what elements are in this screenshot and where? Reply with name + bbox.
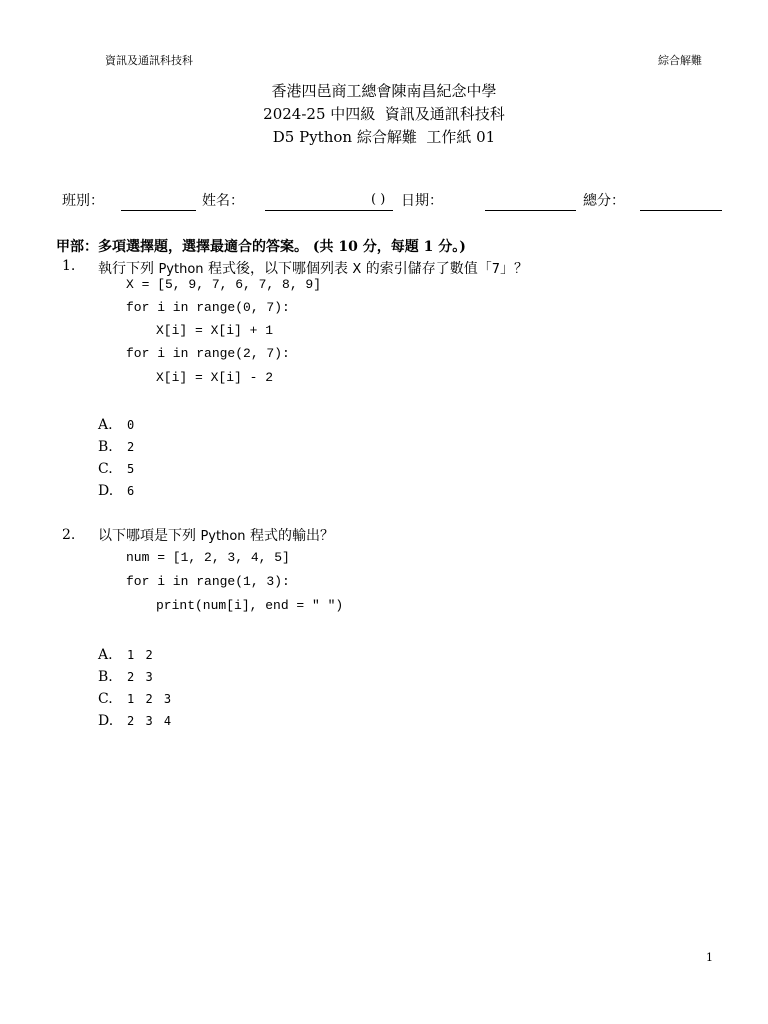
question-1-code-word: Python [158, 262, 204, 277]
question-2-option-d[interactable]: 2 3 4 [127, 714, 172, 728]
question-1-text [98, 258, 528, 278]
question-1-text-part: 的索引儲存了數值「 [361, 261, 492, 277]
question-2-code-line: for i in range(1, 3): [126, 574, 290, 589]
question-1-option-b[interactable]: 2 [127, 440, 135, 454]
score-label: 總分： [583, 193, 625, 209]
question-1-option-d-letter: D. [98, 483, 114, 499]
question-2-option-d-letter: D. [98, 713, 114, 729]
question-2-code-word: Python [200, 529, 246, 544]
score-blank-line[interactable] [640, 210, 722, 211]
question-1-code-word: 7 [491, 262, 501, 277]
worksheet-title: D5 Python 綜合解難 工作紙 01 [272, 128, 496, 146]
class-blank-line[interactable] [121, 210, 196, 211]
question-2-code-line: num = [1, 2, 3, 4, 5] [126, 550, 290, 565]
question-1-option-b-letter: B. [98, 439, 113, 455]
question-1-code-line: X[i] = X[i] + 1 [156, 323, 274, 338]
question-1-code-line: X[i] = X[i] - 2 [156, 370, 274, 385]
question-2-option-a-letter: A. [98, 647, 113, 663]
question-2-text [98, 525, 334, 545]
class-label: 班別： [62, 193, 104, 209]
question-2-text-part: 程式的輸出？ [245, 528, 334, 544]
page-number: 1 [706, 951, 713, 964]
question-1-option-a-letter: A. [98, 417, 113, 433]
question-1-text-part: 程式後，以下哪個列表 [203, 261, 353, 277]
question-2-option-a[interactable]: 1 2 [127, 648, 153, 662]
student-number-parens: ( ) [371, 192, 386, 207]
question-2-option-c-letter: C. [98, 691, 113, 707]
name-label: 姓名： [202, 193, 244, 209]
question-1-code-line: X = [5, 9, 7, 6, 7, 8, 9] [126, 277, 322, 292]
date-label: 日期： [401, 193, 443, 209]
question-1-text-part: 」？ [500, 261, 529, 277]
school-name: 香港四邑商工總會陳南昌紀念中學 [271, 82, 497, 100]
question-1-code-word: X [352, 262, 362, 277]
section-heading: 甲部：多項選擇題，選擇最適合的答案。 (共 10 分，每題 1 分。) [56, 239, 466, 255]
question-2-option-b-letter: B. [98, 669, 113, 685]
date-blank-line[interactable] [485, 210, 576, 211]
question-2-code-line: print(num[i], end = " ") [156, 598, 344, 613]
question-1-option-c[interactable]: 5 [127, 462, 135, 476]
question-1-number: 1. [62, 258, 76, 274]
header-subject: 資訊及通訊科技科 [105, 54, 193, 67]
name-blank-line[interactable] [265, 210, 393, 211]
header-topic: 綜合解難 [658, 54, 702, 67]
question-1-option-d[interactable]: 6 [127, 484, 135, 498]
question-1-code-line: for i in range(0, 7): [126, 300, 290, 315]
class-subject-line: 2024-25 中四級 資訊及通訊科技科 [263, 105, 505, 123]
question-1-code-line: for i in range(2, 7): [126, 346, 290, 361]
question-2-option-b[interactable]: 2 3 [127, 670, 153, 684]
question-2-number: 2. [62, 527, 76, 543]
question-2-option-c[interactable]: 1 2 3 [127, 692, 172, 706]
question-1-option-c-letter: C. [98, 461, 113, 477]
question-1-text-part: 執行下列 [98, 261, 159, 277]
question-2-text-part: 以下哪項是下列 [98, 528, 201, 544]
question-1-option-a[interactable]: 0 [127, 418, 135, 432]
